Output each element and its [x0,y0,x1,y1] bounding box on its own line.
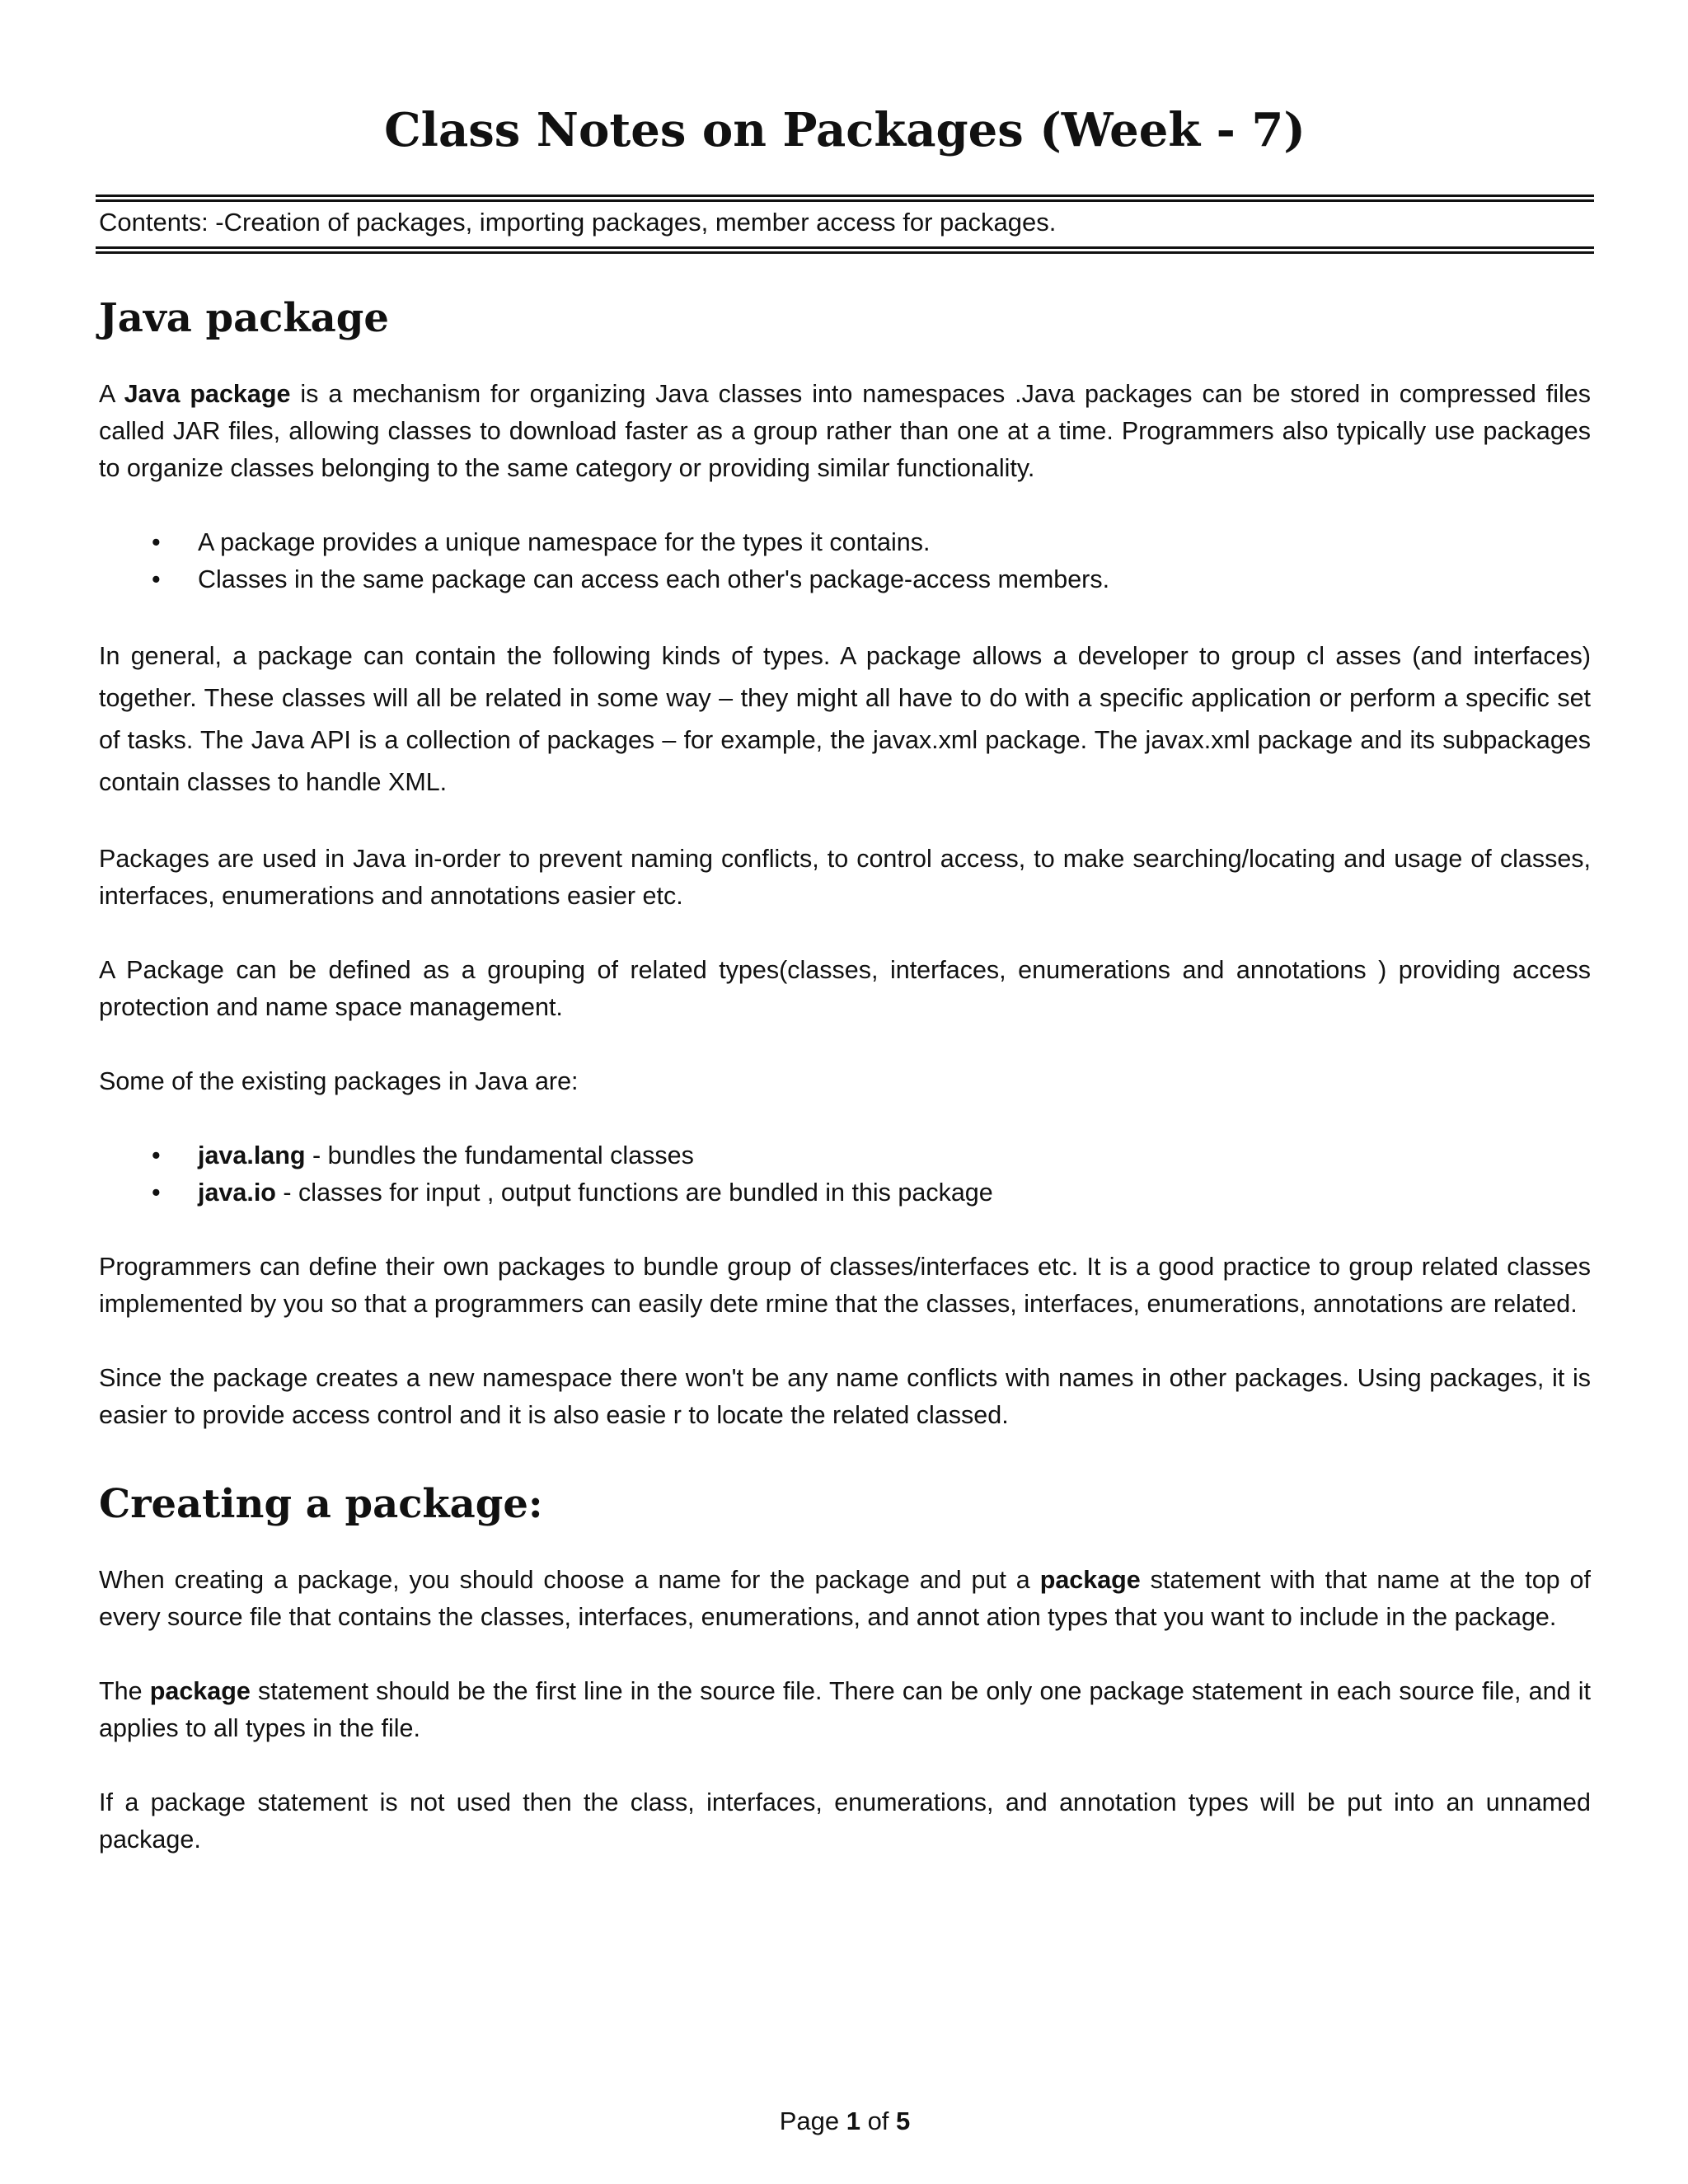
page-number-current: 1 [846,2107,860,2135]
list-item-text: A package provides a unique namespace for the types it contains. [198,528,931,556]
paragraph-unnamed-package: If a package statement is not used then the class, interfaces, enumerations, and annotation types will be put into an unnamed package. [99,1788,1591,1854]
bullet-icon: • [152,1179,161,1207]
bullet-list-namespace [99,524,1591,598]
paragraph-own-packages: Programmers can define their own packages to bundle group of classes/interfaces etc. It is a good practice to group related classes implemented by you so that a programmers can easily dete rmine that the classes, interfaces, enumerations, annotations are related. [99,1253,1591,1318]
header-rule-top [96,194,1594,202]
term-java-package: Java package [124,380,291,408]
list-item [99,1137,1591,1174]
package-name: java.io [198,1179,276,1207]
paragraph-intro-text: is a mechanism for organizing Java classes into namespaces .Java packages can be stored in compressed files called JAR files, allowing classes to download faster as a group rather than one at a time. Programmers also typically use packages to organize classes belonging to the same category or providing similar functionality. [99,380,1592,482]
paragraph-package-statement [99,1673,1591,1747]
page-of-label: of [860,2107,897,2135]
document-title: Class Notes on Packages (Week - 7) [384,103,1306,157]
paragraph-creating-text: statement with that name at the top of every source file that contains the classes, interfaces, enumerations, and annot ation types that you want to include in the package. [99,1566,1591,1631]
page-label: Page [779,2107,846,2135]
list-item [99,1174,1591,1212]
paragraph-kinds-of-types: In general, a package can contain the following kinds of types. A package allows a developer to group cl asses (and interfaces) together. These classes will all be related in some way – they might all have to do with a specific application or perform a specific set of tasks. The Java API is a collection of packages – for example, the javax.xml package. The javax.xml package and its subpackages contain classes to handle XML. [99,642,1591,796]
bullet-list-existing-packages [99,1137,1591,1212]
paragraph-existing-packages: Some of the existing packages in Java are: [99,1067,579,1095]
keyword-package: package [1039,1566,1141,1594]
paragraph-package-statement-text: statement should be the first line in the source file. There can be only one package statement in each source file, and it applies to all types in the file. [99,1677,1591,1742]
section-heading-creating-package: Creating a package: [99,1481,543,1527]
paragraph-namespace-benefits: Since the package creates a new namespace there won't be any name conflicts with names in other packages. Using packages, it is easier to provide access control and it is also easie r to locate the related classed. [99,1364,1591,1429]
keyword-package: package [149,1677,251,1705]
list-item [99,561,1591,598]
page-number-total: 5 [896,2107,911,2135]
package-description: - bundles the fundamental classes [305,1141,694,1169]
paragraph-creating-prefix: When creating a package, you should choose a name for the package and put a [99,1566,1040,1594]
paragraph-intro-prefix: A [99,380,124,408]
bullet-icon: • [152,1141,161,1169]
contents-line: Contents: -Creation of packages, importing packages, member access for packages. [99,208,1057,237]
page-footer [99,2103,1591,2139]
list-item-text: Classes in the same package can access each other's package-access members. [198,565,1110,593]
list-item [99,524,1591,561]
paragraph-creating [99,1562,1591,1636]
paragraph-package-statement-prefix: The [99,1677,150,1705]
package-description: - classes for input , output functions are bundled in this package [275,1179,993,1207]
paragraph-why-packages: Packages are used in Java in-order to prevent naming conflicts, to control access, to make searching/locating and usage of classes, interfaces, enumerations and annotations easier etc. [99,845,1591,910]
document-body [99,285,1591,1896]
bullet-icon: • [152,565,161,593]
bullet-icon: • [152,528,161,556]
section-heading-java-package: Java package [99,295,389,341]
header-rule-bottom [96,246,1594,254]
paragraph-intro [99,376,1591,487]
document-page [99,0,1591,2184]
package-name: java.lang [198,1141,306,1169]
paragraph-definition: A Package can be defined as a grouping of related types(classes, interfaces, enumerations and annotations ) providing access protection and name space management. [99,956,1591,1021]
